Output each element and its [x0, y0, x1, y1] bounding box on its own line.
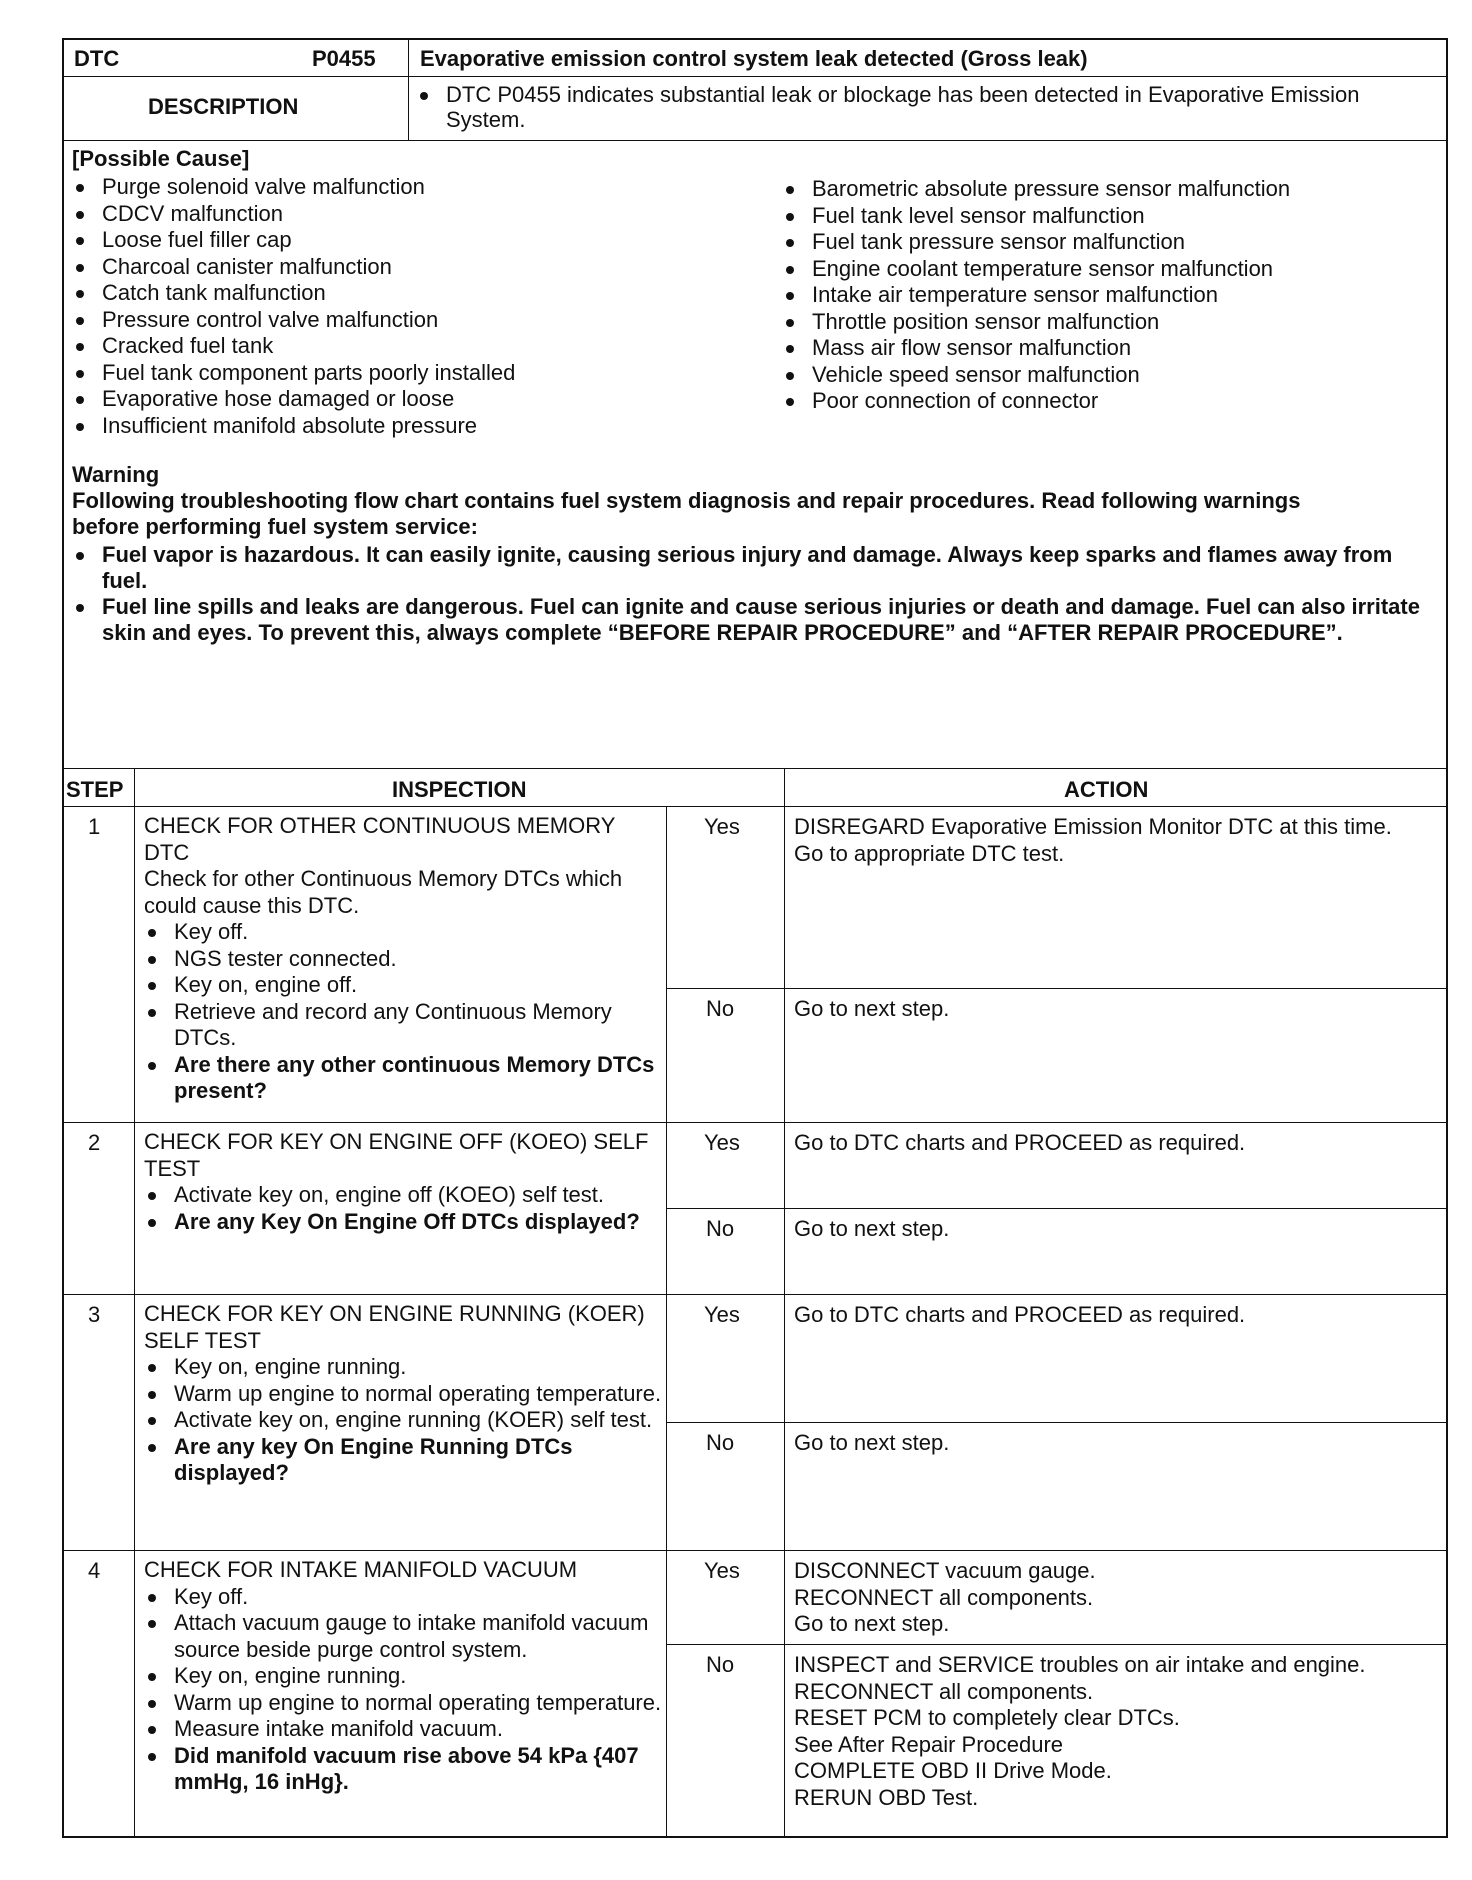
cause-item: Purge solenoid valve malfunction: [72, 174, 732, 201]
step-number: 4: [88, 1558, 101, 1583]
cause-item: Intake air temperature sensor malfunction: [782, 282, 1442, 309]
action-line: RERUN OBD Test.: [794, 1784, 979, 1810]
yes-action: [794, 1558, 1434, 1638]
cause-item: Cracked fuel tank: [72, 333, 732, 360]
warning-item: Fuel line spills and leaks are dangerous. Fuel can ignite and cause serious injuries or death and damage. Fuel can also irritate skin and eyes. To prevent this, always complete “BEFORE REPAIR PROCEDURE” and “AFTER REPAIR PROCEDURE”.: [72, 594, 1442, 646]
yes-label: Yes: [704, 1558, 740, 1583]
description-text: [416, 82, 1426, 132]
warning-intro: Following troubleshooting flow chart contains fuel system diagnosis and repair procedures. Read following warnings before performing fuel system service:: [72, 488, 1301, 539]
description-bullet: DTC P0455 indicates substantial leak or blockage has been detected in Evaporative Emission System.: [416, 82, 1426, 132]
cause-item: Insufficient manifold absolute pressure: [72, 413, 732, 440]
col-step: STEP: [66, 777, 124, 802]
step-number: 2: [88, 1130, 101, 1155]
step-bullet: Activate key on, engine off (KOEO) self test.: [144, 1182, 664, 1209]
yes-action: [794, 814, 1434, 867]
cause-item: Loose fuel filler cap: [72, 227, 732, 254]
step-bullet: Key on, engine running.: [144, 1354, 664, 1381]
inspection-cell: [144, 1557, 664, 1796]
step-bullet: Key on, engine off.: [144, 972, 664, 999]
possible-cause-title: [Possible Cause]: [72, 146, 250, 171]
step-number: 1: [88, 814, 101, 839]
step-title: CHECK FOR OTHER CONTINUOUS MEMORY DTC: [144, 813, 615, 865]
step-number: 3: [88, 1302, 101, 1327]
no-action: [794, 1216, 1434, 1243]
action-line: COMPLETE OBD II Drive Mode.: [794, 1758, 1112, 1783]
warning-title: Warning: [72, 462, 160, 487]
cause-item: Fuel tank level sensor malfunction: [782, 203, 1442, 230]
col-action: ACTION: [1064, 777, 1149, 802]
inspection-cell: [144, 1301, 664, 1487]
action-line: DISCONNECT vacuum gauge.: [794, 1558, 1096, 1583]
step-question: Are there any other continuous Memory DTCs present?: [144, 1052, 664, 1105]
step-bullet: Key on, engine running.: [144, 1663, 664, 1690]
action-line: Go to next step.: [794, 1430, 950, 1455]
cause-item: Throttle position sensor malfunction: [782, 309, 1442, 336]
possible-cause-left: [72, 174, 732, 439]
cause-item: Pressure control valve malfunction: [72, 307, 732, 334]
step-question: Did manifold vacuum rise above 54 kPa {407 mmHg, 16 inHg}.: [144, 1743, 664, 1796]
action-line: Go to DTC charts and PROCEED as required.: [794, 1302, 1246, 1327]
action-line: See After Repair Procedure: [794, 1731, 1064, 1757]
no-action: [794, 996, 1434, 1023]
step-bullet: Key off.: [144, 1584, 664, 1611]
yes-label: Yes: [704, 1302, 740, 1327]
col-inspection: INSPECTION: [392, 777, 527, 802]
step-question: Are any key On Engine Running DTCs displayed?: [144, 1434, 664, 1487]
yes-label: Yes: [704, 814, 740, 839]
dtc-code: P0455: [312, 46, 376, 71]
step-title: CHECK FOR INTAKE MANIFOLD VACUUM: [144, 1557, 578, 1582]
action-line: Go to DTC charts and PROCEED as required.: [794, 1130, 1246, 1155]
cause-item: Evaporative hose damaged or loose: [72, 386, 732, 413]
step-text: Check for other Continuous Memory DTCs which could cause this DTC.: [144, 866, 623, 918]
inspection-cell: [144, 1129, 664, 1235]
dtc-label: DTC: [74, 46, 120, 71]
cause-item: Engine coolant temperature sensor malfunction: [782, 256, 1442, 283]
description-label: DESCRIPTION: [148, 94, 299, 119]
step-bullet: Retrieve and record any Continuous Memory DTCs.: [144, 999, 664, 1052]
step-bullet: Activate key on, engine running (KOER) self test.: [144, 1407, 664, 1434]
warning-list: [72, 542, 1442, 646]
step-bullet: Measure intake manifold vacuum.: [144, 1716, 664, 1743]
no-label: No: [706, 1652, 735, 1677]
dtc-title: Evaporative emission control system leak detected (Gross leak): [420, 46, 1088, 71]
no-label: No: [706, 996, 735, 1021]
action-line: Go to appropriate DTC test.: [794, 840, 1065, 866]
cause-item: Charcoal canister malfunction: [72, 254, 732, 281]
no-label: No: [706, 1216, 735, 1241]
step-bullet: Warm up engine to normal operating temperature.: [144, 1690, 664, 1717]
action-line: Go to next step.: [794, 996, 950, 1021]
step-bullet: Warm up engine to normal operating temperature.: [144, 1381, 664, 1408]
cause-item: Catch tank malfunction: [72, 280, 732, 307]
step-bullet: Attach vacuum gauge to intake manifold vacuum source beside purge control system.: [144, 1610, 664, 1663]
step-bullet: NGS tester connected.: [144, 946, 664, 973]
action-line: INSPECT and SERVICE troubles on air intake and engine.: [794, 1652, 1366, 1677]
cause-item: Vehicle speed sensor malfunction: [782, 362, 1442, 389]
cause-item: Fuel tank component parts poorly installed: [72, 360, 732, 387]
no-label: No: [706, 1430, 735, 1455]
yes-action: [794, 1130, 1434, 1157]
cause-item: Poor connection of connector: [782, 388, 1442, 415]
step-question: Are any Key On Engine Off DTCs displayed?: [144, 1209, 664, 1236]
no-action: [794, 1652, 1434, 1811]
cause-item: Barometric absolute pressure sensor malfunction: [782, 176, 1442, 203]
action-line: RECONNECT all components.: [794, 1678, 1094, 1704]
action-line: Go to next step.: [794, 1216, 950, 1241]
cause-item: Mass air flow sensor malfunction: [782, 335, 1442, 362]
cause-item: Fuel tank pressure sensor malfunction: [782, 229, 1442, 256]
possible-cause-right: [782, 176, 1442, 415]
yes-label: Yes: [704, 1130, 740, 1155]
step-bullet: Key off.: [144, 919, 664, 946]
action-line: RESET PCM to completely clear DTCs.: [794, 1705, 1180, 1730]
step-title: CHECK FOR KEY ON ENGINE RUNNING (KOER) SELF TEST: [144, 1301, 645, 1353]
action-line: DISREGARD Evaporative Emission Monitor DTC at this time.: [794, 814, 1392, 839]
no-action: [794, 1430, 1434, 1457]
action-line: Go to next step.: [794, 1611, 950, 1636]
cause-item: CDCV malfunction: [72, 201, 732, 228]
inspection-cell: [144, 813, 664, 1105]
warning-item: Fuel vapor is hazardous. It can easily ignite, causing serious injury and damage. Always keep sparks and flames away from fuel.: [72, 542, 1442, 594]
step-title: CHECK FOR KEY ON ENGINE OFF (KOEO) SELF TEST: [144, 1129, 649, 1181]
dtc-sheet: [62, 38, 1448, 1838]
yes-action: [794, 1302, 1434, 1329]
action-line: RECONNECT all components.: [794, 1584, 1094, 1610]
